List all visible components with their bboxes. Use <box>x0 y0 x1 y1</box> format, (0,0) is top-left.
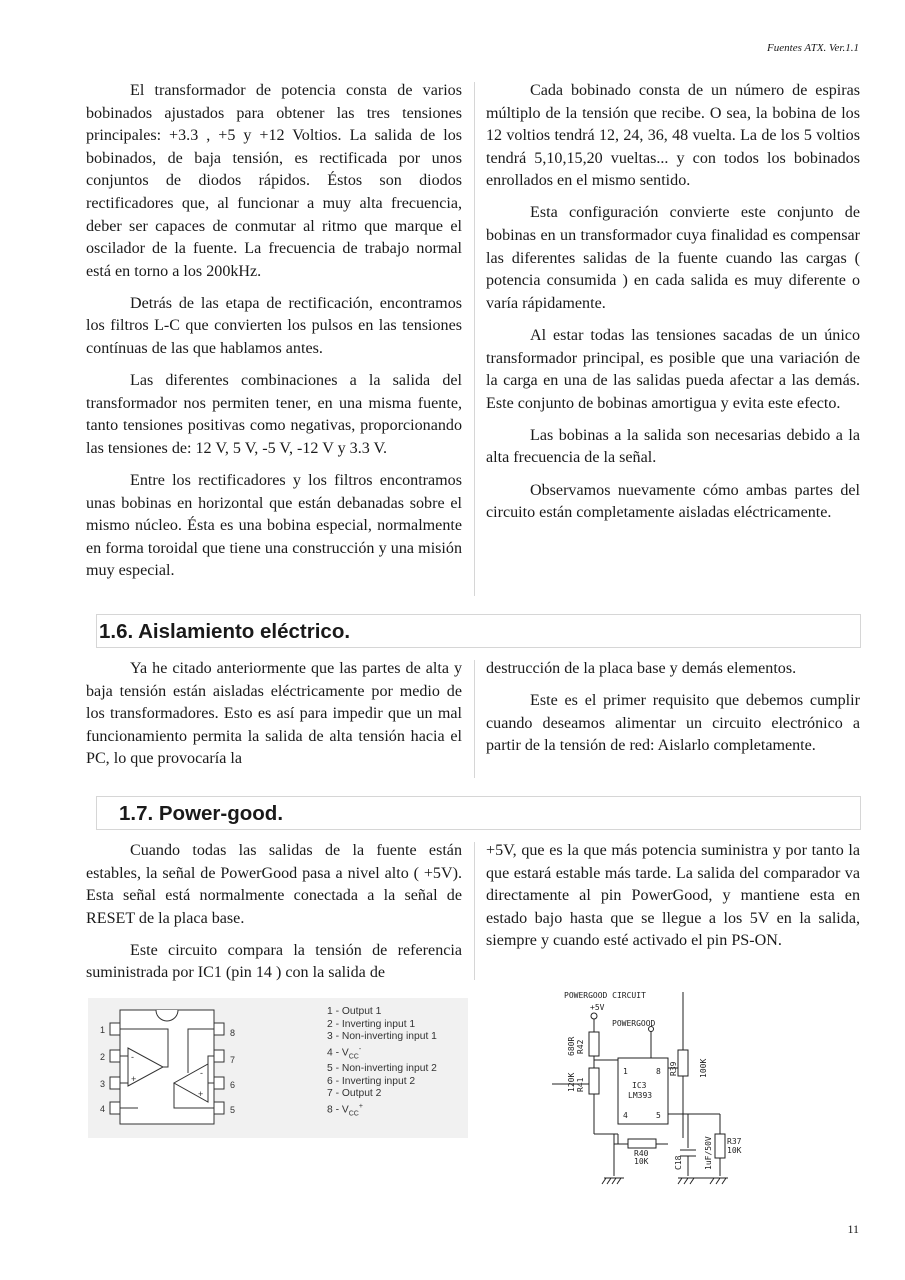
top-left-column <box>86 80 462 592</box>
paragraph: Observamos nuevamente cómo ambas partes del circuito están completamente aisladas eléctricamente. <box>486 481 860 522</box>
svg-text:8: 8 <box>230 1028 236 1038</box>
paragraph: Cuando todas las salidas de la fuente están estables, la señal de PowerGood pasa a nivel alto ( +5V). Esta señal está normalmente conectada a la señal de RESET de la placa base. <box>86 842 462 927</box>
r40-value: 10K <box>634 1157 649 1166</box>
paragraph: Este circuito compara la tensión de referencia suministrada por IC1 (pin 14 ) con la salida de <box>86 941 462 982</box>
pin-legend-item: 3 - Non-inverting input 1 <box>327 1031 437 1042</box>
ic-pin-1: 1 <box>623 1067 628 1076</box>
running-header: Fuentes ATX. Ver.1.1 <box>767 42 859 54</box>
pin-legend-item: 6 - Inverting input 2 <box>327 1075 416 1087</box>
resistor-r42 <box>589 1032 599 1056</box>
paragraph: Al estar todas las tensiones sacadas de un único transformador principal, es posible que una variación de la carga en una de las salidas pueda afectar a las demás. Este conjunto de bobinas amortigua y evita este efecto. <box>486 326 860 412</box>
comparator-2-minus: - <box>200 1068 203 1078</box>
r39-label: R39 <box>669 1061 678 1076</box>
section-heading-1-6: 1.6. Aislamiento eléctrico. <box>96 614 861 648</box>
column-divider <box>474 842 475 980</box>
comparator-1-plus: + <box>131 1074 137 1084</box>
section-1-6-right-column <box>486 658 860 767</box>
column-divider <box>474 82 475 596</box>
pin-legend-item: $4 - V_{CC}^-$ <box>327 1045 362 1060</box>
r42-value: 680R <box>567 1036 576 1056</box>
pin-legend-item: 2 - Inverting input 1 <box>327 1018 416 1030</box>
paragraph: Detrás de las etapa de rectificación, encontramos los filtros L-C que convierten los pulsos en las tensiones contínuas de las que hablamos antes. <box>86 294 462 358</box>
powergood-circuit-schematic <box>548 988 758 1188</box>
ic-pin-4: 4 <box>623 1111 628 1120</box>
ic-part: LM393 <box>628 1091 653 1100</box>
pin-legend-item: 7 - Output 2 <box>327 1088 382 1100</box>
svg-text:4: 4 <box>100 1104 106 1114</box>
paragraph: Esta configuración convierte este conjunto de bobinas en un transformador cuya finalidad es compensar las diferentes salidas de la fuente cuando las cargas ( potencia consumida ) en cada salida es muy diferente o varía rápidamente. <box>486 204 860 312</box>
r37-value: 10K <box>727 1146 742 1155</box>
pin-legend <box>327 1006 437 1121</box>
supply-label: +5V <box>590 1003 605 1012</box>
c18-value: 1uF/50V <box>704 1136 713 1170</box>
page-number: 11 <box>847 1222 859 1236</box>
svg-text:1: 1 <box>100 1025 106 1035</box>
r42-label: R42 <box>576 1039 585 1054</box>
pin-legend-item: 5 - Non-inverting input 2 <box>327 1063 437 1075</box>
pin-legend-item: 1 - Output 1 <box>327 1006 382 1017</box>
svg-text:5: 5 <box>230 1105 236 1115</box>
paragraph: Este es el primer requisito que debemos cumplir cuando deseamos alimentar un circuito electrónico a partir de la tensión de red: Aislarlo completamente. <box>486 692 860 755</box>
r41-value: 120K <box>567 1072 576 1092</box>
section-1-7-left-column <box>86 840 462 995</box>
net-label-powergood: POWERGOOD <box>612 1019 656 1028</box>
paragraph: El transformador de potencia consta de varios bobinados ajustados para obtener las tres tensiones principales: +3.3 , +5 y +12 Voltios. La salida de los bobinados, de baja tensión, es rectificada por unos conjuntos de diodos rápidos. Éstos son diodos rectificadores que, al funcionar a muy alta frecuencia, deber ser capaces de conmutar al ritmo que marque el oscilador de la fuente. La frecuencia de trabajo normal está en torno a los 200kHz. <box>86 82 462 280</box>
paragraph: destrucción de la placa base y demás elementos. <box>486 660 797 677</box>
paragraph: Cada bobinado consta de un número de espiras múltiplo de la tensión que recibe. O sea, la bobina de los 12 voltios tendrá 12, 24, 36, 48 vuelta. La de los 5 voltios tendrá 5,10,15,20 vueltas... y con todos los bobinados enrollados en el mismo sentido. <box>486 82 860 190</box>
section-1-6-left-column <box>86 658 462 780</box>
section-1-7-right-column <box>486 840 860 962</box>
ic-pin-5: 5 <box>656 1111 661 1120</box>
svg-text:6: 6 <box>230 1080 236 1090</box>
ground-symbols <box>602 1178 728 1184</box>
resistor-r37 <box>715 1134 725 1158</box>
r39-value: 100K <box>699 1058 708 1078</box>
r41-label: R41 <box>576 1077 585 1092</box>
circuit-title: POWERGOOD CIRCUIT <box>564 991 646 1000</box>
resistor-r41 <box>589 1068 599 1094</box>
comparator-2-plus: + <box>198 1089 204 1099</box>
paragraph: Entre los rectificadores y los filtros encontramos unas bobinas en horizontal que están debanadas sobre el mismo núcleo. Ésta es una bobina especial, normalmente en forma toroidal que tiene una construcción y una misión muy especial. <box>86 472 462 580</box>
ic-pin-8: 8 <box>656 1067 661 1076</box>
c18-label: C18 <box>674 1155 683 1170</box>
section-heading-1-7: 1.7. Power-good. <box>96 796 861 830</box>
paragraph: Las bobinas a la salida son necesarias debido a la alta frecuencia de la señal. <box>486 426 860 467</box>
resistor-r40 <box>628 1139 656 1148</box>
svg-text:7: 7 <box>230 1055 236 1065</box>
resistor-r39 <box>678 1050 688 1076</box>
supply-terminal <box>591 1013 597 1019</box>
r40-label: R40 <box>634 1149 649 1158</box>
svg-text:3: 3 <box>100 1079 106 1089</box>
paragraph: Las diferentes combinaciones a la salida del transformador nos permiten tener, en una misma fuente, tanto tensiones positivas como negativas, proporcionando las tensiones de: 12 V, 5 V, -5 V, -12 V y 3.3 V. <box>86 372 462 457</box>
pin-legend-item: $8 - V_{CC}^+$ <box>327 1102 363 1118</box>
r37-label: R37 <box>727 1137 742 1146</box>
column-divider <box>474 660 475 778</box>
paragraph: Ya he citado anteriormente que las partes de alta y baja tensión están aisladas eléctricamente por medio de los transformadores. Esto es así para impedir que un mal funcionamiento permita la salida de alta tensión hacia el PC, lo que provocaría la <box>86 660 462 768</box>
paragraph: +5V, que es la que más potencia suministra y por tanto la que estará estable más tarde. La salida del comparador va directamente al pin PowerGood, y mantiene esta en estado bajo hasta que se llegue a los 5V en la salida, siempre y cuando esté activado el pin PS-ON. <box>486 842 860 950</box>
svg-text:2: 2 <box>100 1052 106 1062</box>
comparator-1-minus: - <box>131 1052 134 1062</box>
ic-name: IC3 <box>632 1081 647 1090</box>
top-right-column <box>486 80 860 534</box>
